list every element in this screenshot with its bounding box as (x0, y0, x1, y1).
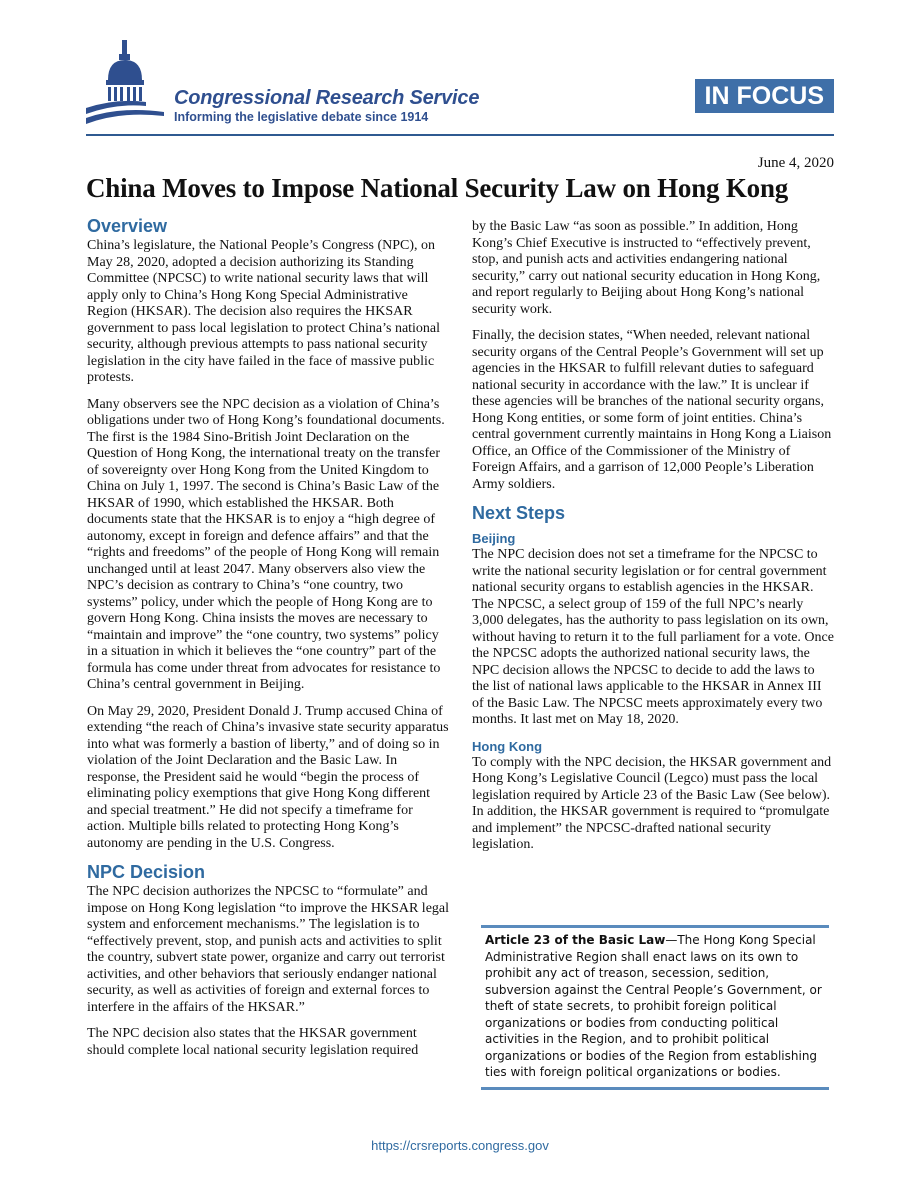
npc-decision-heading: NPC Decision (87, 862, 206, 882)
paragraph: Many observers see the NPC decision as a violation of China’s obligations under two of Hong Kong’s foundational documents. The first is the 1984 Sino-British Joint Declaration on the Question of Hong Kong, the international treaty on the transfer of sovereignty over Hong Kong from the United Kingdom to China on July 1, 1997. The second is China’s Basic Law of the HKSAR of 1990, which established the HKSAR. Both documents state that the HKSAR is to enjoy a “high degree of autonomy, except in foreign and defence affairs” and that the “rights and freedoms” of the people of Hong Kong will remain unchanged until at least 2047. Many observers also view the NPC’s decision as contrary to China’s “one country, two systems” policy, under which the people of Hong Kong are to govern Hong Kong. China insists the moves are necessary to “maintain and improve” the “one country, two systems” policy in a situation in which it believes the “one country” part of the formula has come under threat from advocates for resistance to China’s central government in Beijing. (87, 396, 445, 692)
paragraph: The NPC decision also states that the HKSAR government should complete local national security legislation required (87, 1026, 419, 1058)
in-focus-badge: IN FOCUS (695, 79, 834, 113)
page-title: China Moves to Impose National Security Law on Hong Kong (86, 173, 789, 203)
article-23-box (481, 925, 829, 1090)
box-body: —The Hong Kong Special Administrative Region shall enact laws on its own to prohibit any act of treason, secession, sedition, subversion against the Central People’s Government, or theft of state secrets, to prohibit foreign political organizations or bodies from conducting political activities in the Region, and to prohibit political organizations or bodies of the Region from establishing ties with foreign political organizations or bodies. (485, 933, 822, 1079)
paragraph: On May 29, 2020, President Donald J. Trump accused China of extending “the reach of China’s invasive state security apparatus into what was formerly a bastion of liberty,” and of doing so in violation of the Joint Declaration and the Basic Law. In response, the President said he would “begin the process of eliminating policy exemptions that give Hong Kong different and special treatment.” He did not specify a timeframe for action. Multiple bills related to protecting Hong Kong’s autonomy are pending in the U.S. Congress. (87, 703, 449, 851)
paragraph: by the Basic Law “as soon as possible.” In addition, Hong Kong’s Chief Executive is instructed to “effectively prevent, stop, and punish acts and activities endangering national security,” carry out national security education in Hong Kong, and report regularly to Beijing about Hong Kong’s national security work. (472, 219, 821, 317)
paragraph: To comply with the NPC decision, the HKSAR government and Hong Kong’s Legislative Council (Legco) must pass the local legislation required by Article 23 of the Basic Law (See below). In addition, the HKSAR government is required to “promulgate and implement” the NPCSC-drafted national security legislation. (472, 754, 832, 852)
overview-heading: Overview (87, 216, 168, 236)
next-steps-heading: Next Steps (472, 503, 566, 523)
paragraph: The NPC decision authorizes the NPCSC to “formulate” and impose on Hong Kong legislation “to improve the HKSAR legal system and enforcement mechanisms.” The legislation is to “effectively prevent, stop, and punish acts and activities to split the country, subvert state power, organize and carry out terrorist activities, and other behaviors that seriously endanger national security, as well as activities of foreign and external forces to interfere in the affairs of the HKSAR.” (87, 884, 450, 1015)
paragraph: The NPC decision does not set a timeframe for the NPCSC to write the national security legislation or for central government national security organs to establish agencies in the HKSAR. The NPCSC, a select group of 159 of the full NPC’s nearly 3,000 delegates, has the authority to pass legislation on its own, without having to return it to the full parliament for a vote. Once the NPCSC adopts the authorized national security laws, the NPC decision allows the NPCSC to decide to add the laws to the list of national laws applicable to the HKSAR in Annex III of the Basic Law. The NPCSC meets approximately every two months. It last met on May 18, 2020. (472, 547, 834, 727)
header-divider (86, 134, 834, 136)
box-title: Article 23 of the Basic Law (485, 933, 666, 947)
left-column (87, 216, 449, 1069)
paragraph: Finally, the decision states, “When needed, relevant national security organs of the Central People’s Government will set up agencies in the HKSAR to fulfill relevant duties to safeguard national security in accordance with the law.” It is unclear if these agencies will be branches of the national security organs, Hong Kong entities, or some form of joint entities. China’s central government currently maintains in Hong Kong a Liaison Office, an Office of the Commissioner of the Ministry of Foreign Affairs, and a garrison of 12,000 People’s Liberation Army soldiers. (472, 328, 832, 492)
capitol-dome-icon (86, 40, 164, 128)
hong-kong-subheading: Hong Kong (472, 738, 543, 754)
right-column (472, 219, 834, 864)
org-tagline: Informing the legislative debate since 1914 (174, 110, 429, 124)
org-name: Congressional Research Service (174, 87, 480, 109)
report-header (86, 38, 834, 136)
beijing-subheading: Beijing (472, 531, 516, 546)
footer-url[interactable]: https://crsreports.congress.gov (371, 1138, 549, 1153)
publication-date: June 4, 2020 (757, 155, 834, 171)
paragraph: China’s legislature, the National People’s Congress (NPC), on May 28, 2020, adopted a decision authorizing its Standing Committee (NPCSC) to write national security laws that will apply only to China’s Hong Kong Special Administrative Region (HKSAR). The decision also requires the HKSAR government to pass local legislation to protect China’s national security, although previous attempts to pass national security legislation in the city have failed in the face of massive public protests. (87, 238, 441, 385)
